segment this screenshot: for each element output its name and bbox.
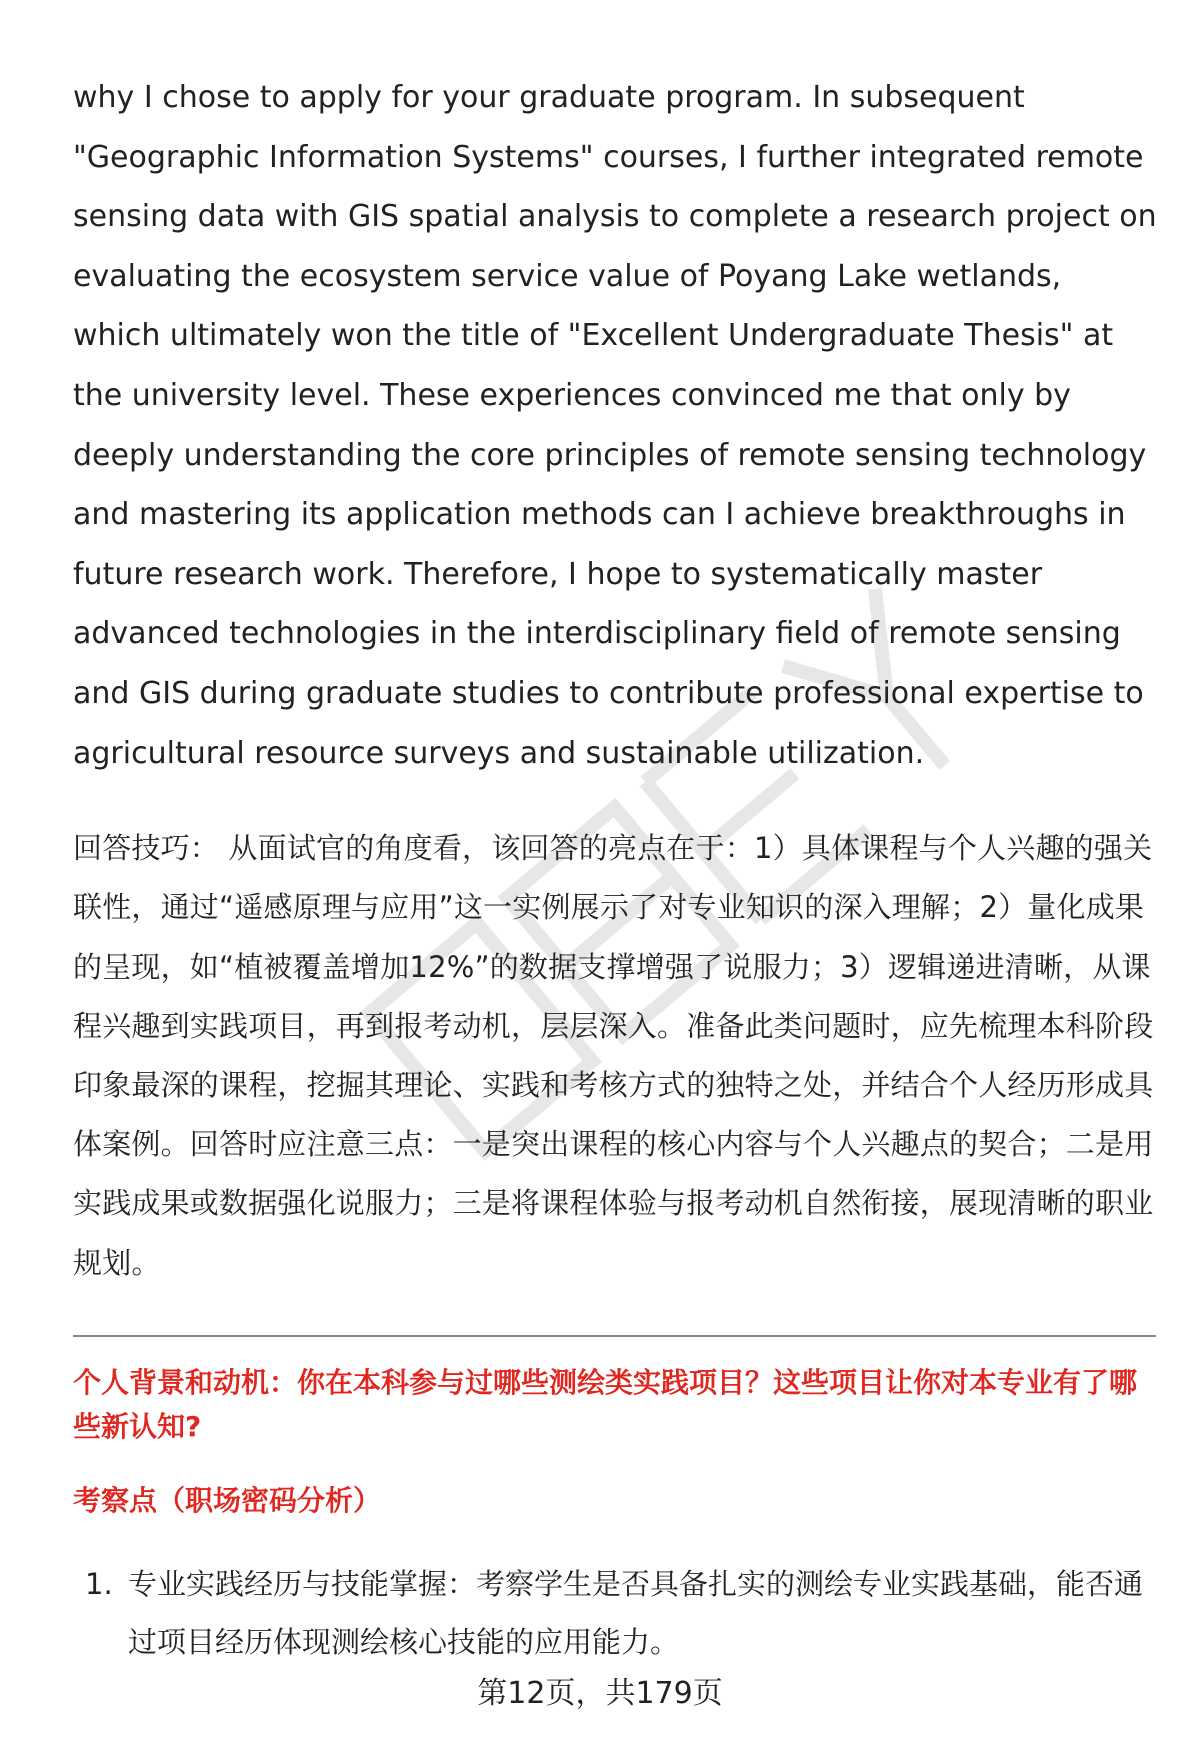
- list-item-text: 专业实践经历与技能掌握：考察学生是否具备扎实的测绘专业实践基础，能否通过项目经历体现测绘核心技能的应用能力。: [128, 1566, 1144, 1659]
- assessment-points-heading: 考察点（职场密码分析）: [73, 1483, 382, 1517]
- question-heading: 个人背景和动机：你在本科参与过哪些测绘类实践项目？这些项目让你对本专业有了哪些新认知?: [73, 1365, 1138, 1443]
- assessment-points-list: [73, 1555, 1158, 1671]
- list-item: [73, 1555, 1158, 1671]
- section-divider: [73, 1335, 1156, 1337]
- list-item-number: 1.: [85, 1566, 113, 1601]
- page-content: [73, 68, 1158, 1671]
- answer-tips-paragraph: 回答技巧： 从面试官的角度看，该回答的亮点在于：1）具体课程与个人兴趣的强关联性，通过“遥感原理与应用”这一实例展示了对专业知识的深入理解；2）量化成果的呈现，如“植被覆盖增加12%”的数据支撑增强了说服力；3）逻辑递进清晰，从课程兴趣到实践项目，再到报考动机，层层深入。准备此类问题时，应先梳理本科阶段印象最深的课程，挖掘其理论、实践和考核方式的独特之处，并结合个人经历形成具体案例。回答时应注意三点：一是突出课程的核心内容与个人兴趣点的契合；二是用实践成果或数据强化说服力；三是将课程体验与报考动机自然衔接，展现清晰的职业规划。: [73, 831, 1154, 1280]
- english-paragraph: why I chose to apply for your graduate program. In subsequent "Geographic Information Systems" courses, I further integrated remote sensing data with GIS spatial analysis to complete a research project on evaluating the ecosystem service value of Poyang Lake wetlands, which ultimately won the title of "Excellent Undergraduate Thesis" at the university level. These experiences convinced me that only by deeply understanding the core principles of remote sensing technology and mastering its application methods can I achieve breakthroughs in future research work. Therefore, I hope to systematically master advanced technologies in the interdisciplinary field of remote sensing and GIS during graduate studies to contribute professional expertise to agricultural resource surveys and sustainable utilization.: [73, 80, 1157, 771]
- page-number-footer: 第12页，共179页: [477, 1676, 723, 1711]
